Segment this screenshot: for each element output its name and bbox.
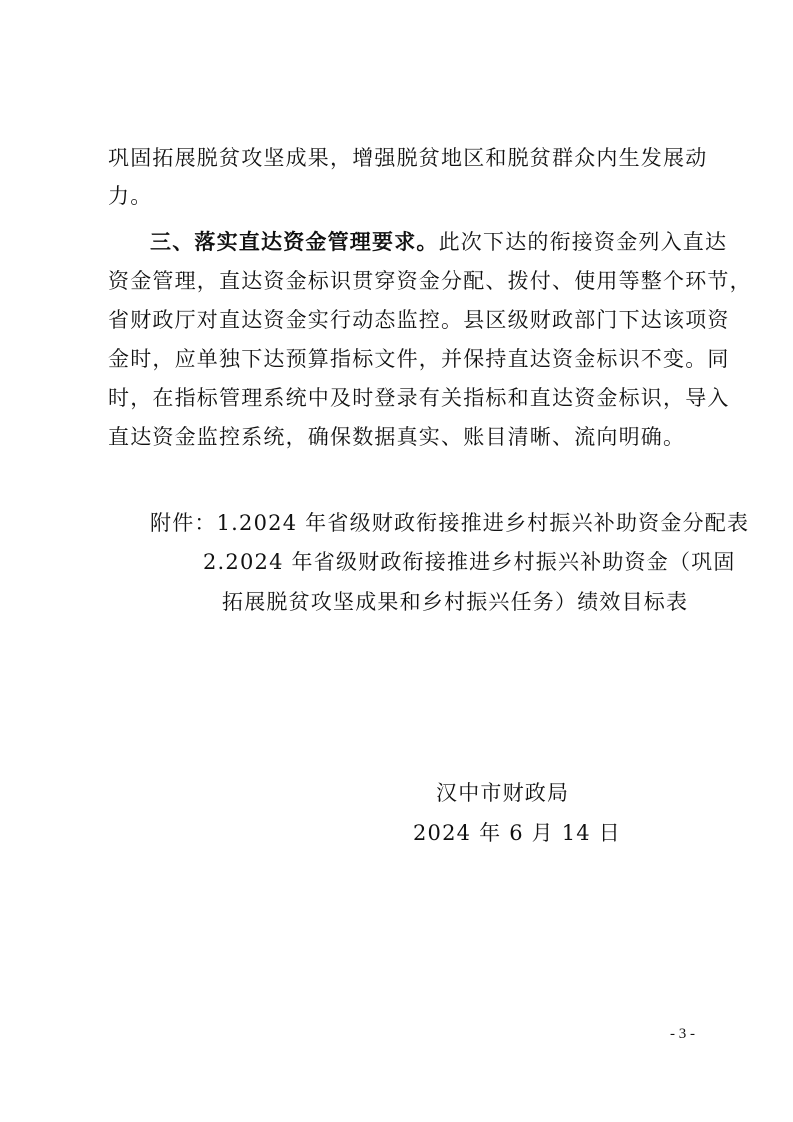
paragraph-1-line-2: 力。: [108, 184, 153, 208]
paragraph-2-line-4: 金时，应单独下达预算指标文件，并保持直达资金标识不变。同: [108, 347, 730, 371]
attachment-item-1: [150, 508, 749, 538]
signature-org: 汉中市财政局: [436, 781, 570, 805]
section-heading: 三、落实直达资金管理要求。: [150, 230, 439, 254]
paragraph-1-line-1: 巩固拓展脱贫攻坚成果，增强脱贫地区和脱贫群众内生发展动: [108, 146, 708, 170]
paragraph-2-line-5: 时，在指标管理系统中及时登录有关指标和直达资金标识，导入: [108, 386, 730, 410]
paragraph-2-line-1: [150, 227, 728, 257]
signature-date: 2024 年 6 月 14 日: [413, 821, 621, 845]
attachment-item-2-line-2: 拓展脱贫攻坚成果和乡村振兴任务）绩效目标表: [222, 590, 689, 614]
page-number: - 3 -: [670, 1026, 695, 1042]
paragraph-2-line-3: 省财政厅对直达资金实行动态监控。县区级财政部门下达该项资: [108, 308, 730, 332]
attachment-label: 附件：: [150, 511, 217, 535]
attachment-item-1-text: 1.2024 年省级财政衔接推进乡村振兴补助资金分配表: [216, 511, 750, 535]
paragraph-2-line-2: 资金管理，直达资金标识贯穿资金分配、拨付、使用等整个环节，: [108, 269, 752, 293]
paragraph-2-line-6: 直达资金监控系统，确保数据真实、账目清晰、流向明确。: [108, 425, 686, 449]
paragraph-2-line-1-text: 此次下达的衔接资金列入直达: [438, 230, 728, 254]
attachment-item-2-line-1: 2.2024 年省级财政衔接推进乡村振兴补助资金（巩固: [203, 550, 736, 574]
